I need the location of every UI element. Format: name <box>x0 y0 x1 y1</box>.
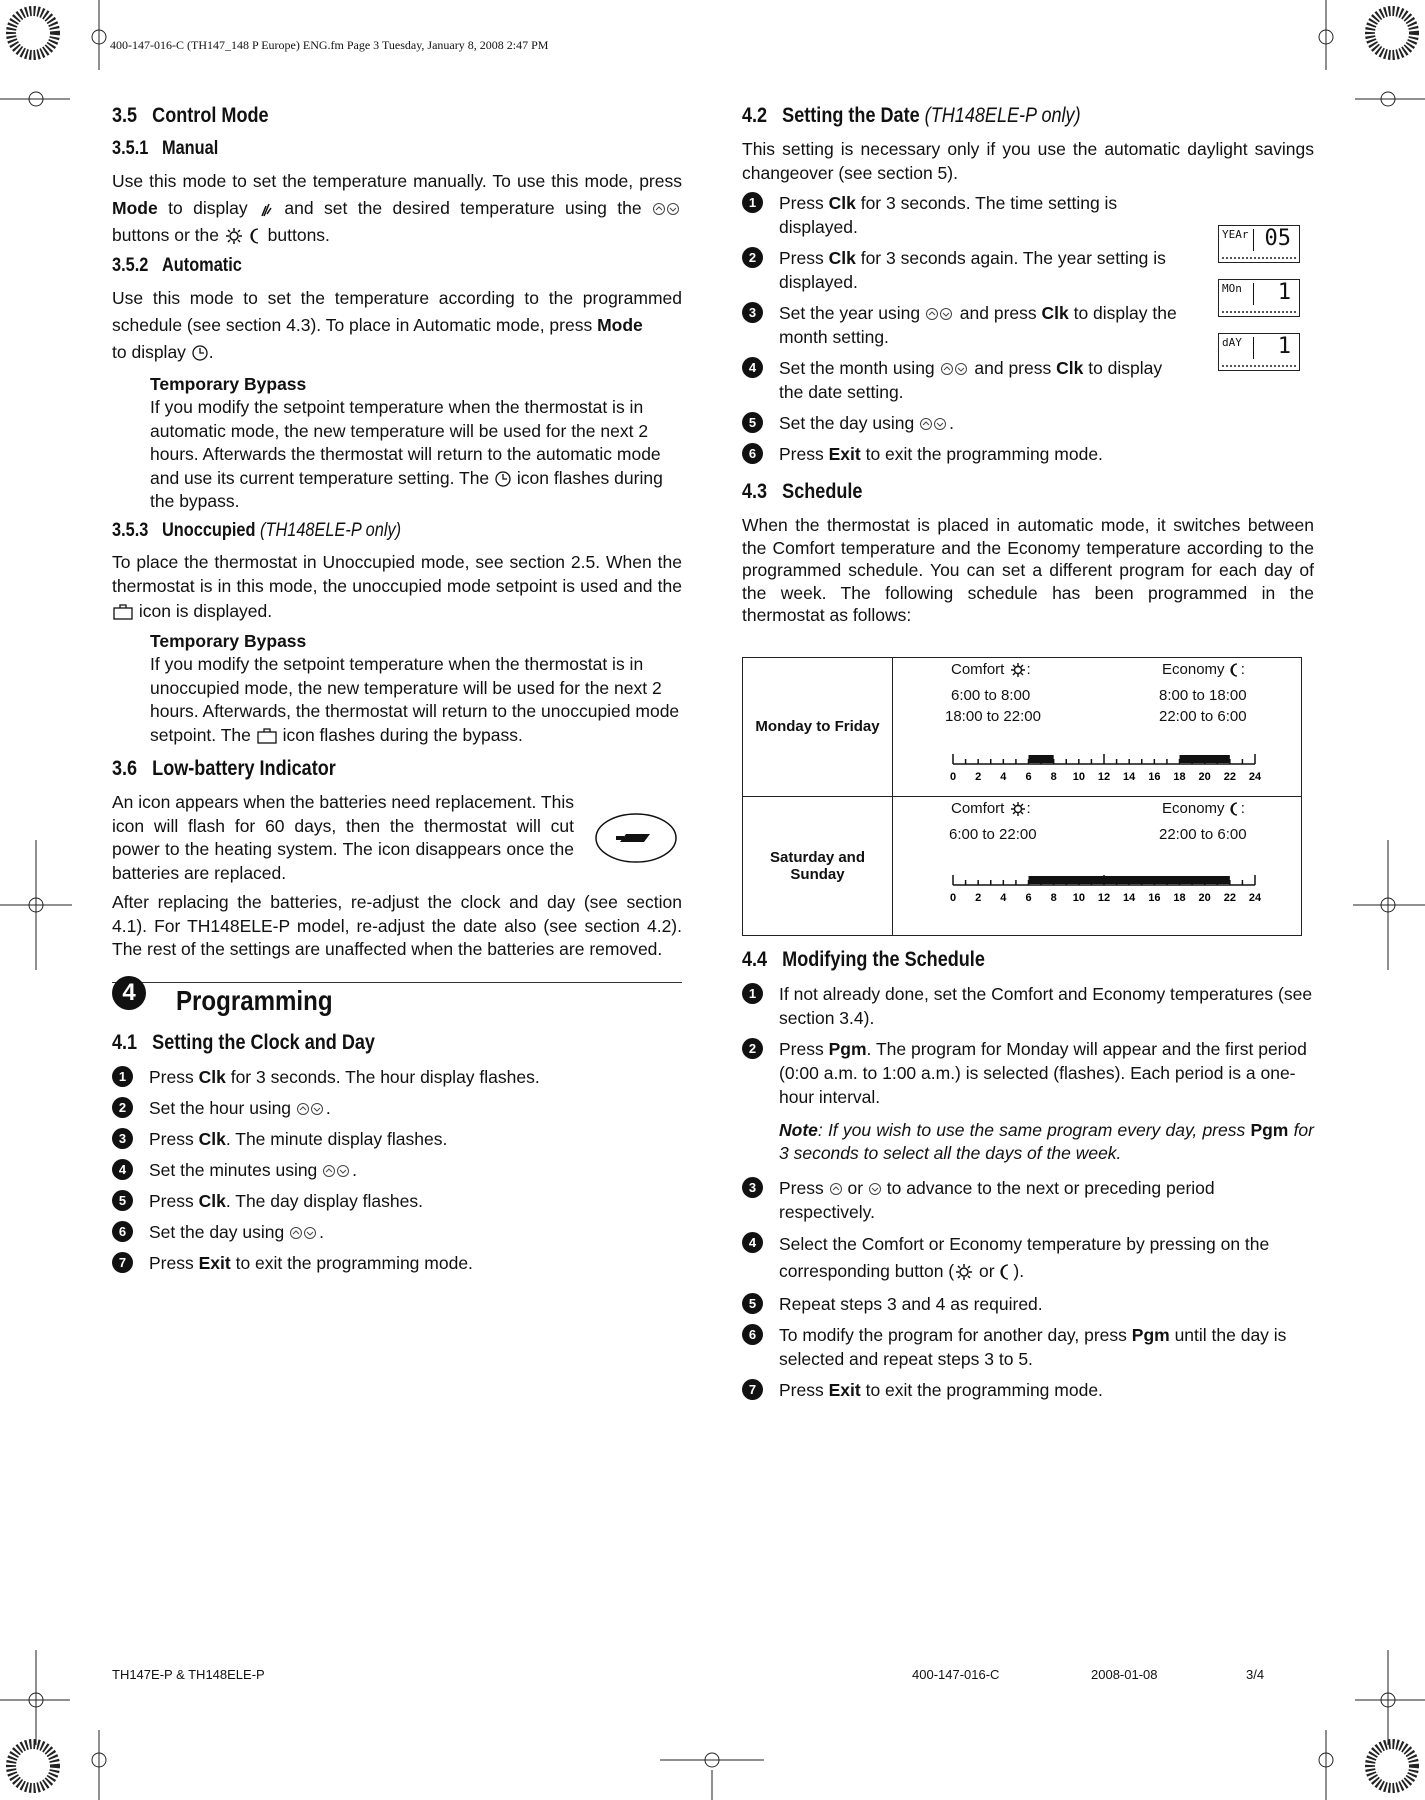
timeline-label: 2 <box>975 770 982 783</box>
step: 1 Press Clk for 3 seconds. The hour display flashes. <box>112 1065 682 1089</box>
step-number: 6 <box>742 443 763 464</box>
step-number: 4 <box>112 1159 133 1180</box>
timeline-label: 4 <box>1000 770 1007 783</box>
automatic-bypass <box>150 372 682 514</box>
lcd-column <box>1218 225 1300 387</box>
heading-3-5-2: 3.5.2 Automatic <box>112 255 242 276</box>
sun-icon <box>224 227 244 245</box>
clock-steps <box>112 1065 682 1275</box>
timeline-label: 22 <box>1223 891 1236 904</box>
lcd-label: dAY <box>1222 336 1242 349</box>
briefcase-icon <box>112 603 134 621</box>
sun-icon <box>1009 662 1027 678</box>
up-arrow-icon <box>829 1182 843 1196</box>
timeline-label: 10 <box>1072 770 1085 783</box>
step-number: 7 <box>112 1252 133 1273</box>
timeline-label: 16 <box>1148 891 1161 904</box>
unoccupied-paragraph: To place the thermostat in Unoccupied mode, see section 2.5. When the thermostat is in this mode, the unoccupied mode setpoint is used and the icon is displayed. <box>112 551 682 621</box>
step-number: 3 <box>112 1128 133 1149</box>
briefcase-icon <box>256 727 278 745</box>
modify-step-3: 3 Press or to advance to the next or preceding period respectively. <box>742 1176 1314 1224</box>
timeline-label: 0 <box>949 891 957 904</box>
footer-model: TH147E-P & TH148ELE-P <box>112 1667 265 1682</box>
modify-step-7: 7 Press Exit to exit the programming mode. <box>742 1378 1314 1402</box>
step: 5 Set the day using . <box>742 411 1182 435</box>
schedule-table <box>742 657 1302 936</box>
lcd-label: YEAr <box>1222 228 1249 241</box>
step-number: 1 <box>742 192 763 213</box>
step-number: 5 <box>742 412 763 433</box>
step: 4 Set the minutes using . <box>112 1158 682 1182</box>
hand-icon <box>258 200 274 218</box>
step: 6 Press Exit to exit the programming mode. <box>742 442 1182 466</box>
step: 2 Set the hour using . <box>112 1096 682 1120</box>
left-column <box>112 100 682 1282</box>
date-steps-block <box>742 191 1314 466</box>
comfort-period <box>1180 755 1230 763</box>
schedule-row <box>743 796 1302 935</box>
sun-icon <box>1009 801 1027 817</box>
page-header: 400-147-016-C (TH147_148 P Europe) ENG.fm Page 3 Tuesday, January 8, 2008 2:47 PM <box>110 38 549 52</box>
lcd-value: 1 <box>1277 280 1291 305</box>
heading-4-4: 4.4 Modifying the Schedule <box>742 947 985 971</box>
schedule-timeline <box>949 746 1269 786</box>
bypass-title: Temporary Bypass <box>150 374 307 394</box>
step-number: 6 <box>112 1221 133 1242</box>
step: 7 Press Exit to exit the programming mode. <box>112 1251 682 1275</box>
timeline-label: 8 <box>1050 891 1057 904</box>
up-down-arrows-icon <box>322 1164 352 1178</box>
timeline-label: 0 <box>949 770 957 783</box>
heading-3-5: 3.5 Control Mode <box>112 104 269 127</box>
manual-paragraph: Use this mode to set the temperature manually. To use this mode, press Mode to display and set the desired temperature using the buttons or the buttons. <box>112 171 682 245</box>
step: 5 Press Clk. The day display flashes. <box>112 1189 682 1213</box>
up-down-arrows-icon <box>919 417 949 431</box>
footer-page: 3/4 <box>1246 1667 1265 1682</box>
heading-3-5-1: 3.5.1 Manual <box>112 138 219 159</box>
step: 2 Press Clk for 3 seconds again. The year setting is displayed. <box>742 246 1182 294</box>
comfort-period <box>1029 755 1054 763</box>
lcd-value: 1 <box>1277 334 1291 359</box>
footer-date: 2008-01-08 <box>1091 1667 1158 1682</box>
lcd-display <box>1218 333 1300 371</box>
timeline-label: 14 <box>1123 891 1136 904</box>
step: 3 Press Clk. The minute display flashes. <box>112 1127 682 1151</box>
footer-doc: 400-147-016-C <box>912 1667 1000 1682</box>
moon-icon <box>1229 801 1241 817</box>
comfort-period <box>1029 876 1230 884</box>
chapter-title: Programming <box>176 984 333 1016</box>
step: 3 Set the year using and press Clk to display the month setting. <box>742 301 1182 349</box>
step: 1 Press Clk for 3 seconds. The time setting is displayed. <box>742 191 1182 239</box>
moon-icon <box>999 1263 1013 1281</box>
lcd-display <box>1218 279 1300 317</box>
step-number: 1 <box>112 1066 133 1087</box>
low-battery-icon <box>592 810 682 866</box>
heading-4-1: 4.1 Setting the Clock and Day <box>112 1030 375 1054</box>
clock-icon <box>191 344 209 362</box>
up-down-arrows-icon <box>925 307 955 321</box>
schedule-timeline <box>949 867 1269 907</box>
timeline-label: 10 <box>1072 891 1085 904</box>
schedule-detail: Comfort : Economy : 6:00 to 8:00 18:00 to 22:00 8:00 to 18:00 22:00 to 6:00 0 2 4 6 8 10 12 14 16 18 20 22 24 <box>893 657 1302 796</box>
timeline-label: 14 <box>1123 770 1136 783</box>
timeline-label: 6 <box>1025 770 1032 783</box>
modify-step-6: 6 To modify the program for another day, press Pgm until the day is selected and repeat steps 3 to 5. <box>742 1323 1314 1371</box>
low-battery-block <box>112 791 682 885</box>
timeline-label: 2 <box>975 891 982 904</box>
note: Note: If you wish to use the same program every day, press Pgm for 3 seconds to select all the days of the week. <box>779 1119 1314 1163</box>
timeline-label: 20 <box>1198 770 1211 783</box>
step-number: 4 <box>742 357 763 378</box>
step: 6 Set the day using . <box>112 1220 682 1244</box>
timeline-label: 20 <box>1198 891 1211 904</box>
schedule-detail: Comfort : Economy : 6:00 to 22:00 22:00 to 6:00 0 2 4 6 8 10 12 14 16 18 20 22 24 <box>893 796 1302 935</box>
step-number: 2 <box>742 247 763 268</box>
timeline-label: 18 <box>1173 891 1186 904</box>
timeline-label: 4 <box>1000 891 1007 904</box>
timeline-label: 8 <box>1050 770 1057 783</box>
step: 4 Set the month using and press Clk to display the date setting. <box>742 356 1182 404</box>
timeline-label: 18 <box>1173 770 1186 783</box>
up-down-arrows-icon <box>652 202 682 216</box>
sun-icon <box>954 1263 974 1281</box>
down-arrow-icon <box>868 1182 882 1196</box>
up-down-arrows-icon <box>289 1226 319 1240</box>
timeline-label: 24 <box>1248 891 1262 904</box>
timeline-label: 24 <box>1248 770 1262 783</box>
modify-steps <box>742 982 1314 1109</box>
right-column <box>742 100 1314 1409</box>
unoccupied-bypass <box>150 629 682 747</box>
step: 2 Press Pgm. The program for Monday will appear and the first period (0:00 a.m. to 1:00 a.m.) is selected (flashes). Each period is a one-hour interval. <box>742 1037 1314 1109</box>
lcd-value: 05 <box>1264 226 1291 251</box>
schedule-day: Saturday and Sunday <box>743 796 893 935</box>
timeline-label: 16 <box>1148 770 1161 783</box>
heading-4-3: 4.3 Schedule <box>742 480 863 503</box>
bypass-text: If you modify the setpoint temperature when the thermostat is in automatic mode, the new temperature will be used for the next 2 hours. Afterwards the thermostat will return to the automatic mode and use its current temperature setting. The icon flashes during the bypass. <box>150 397 663 511</box>
schedule-day: Monday to Friday <box>743 657 893 796</box>
heading-3-6: 3.6 Low-battery Indicator <box>112 757 336 780</box>
low-battery-text: An icon appears when the batteries need replacement. This icon will flash for 60 days, then the thermostat will cut power to the heating system. The icon disappears once the batteries are replaced. <box>112 792 574 883</box>
chapter-4-title <box>112 978 682 1017</box>
lcd-display <box>1218 225 1300 263</box>
step: 1 If not already done, set the Comfort and Economy temperatures (see section 3.4). <box>742 982 1314 1030</box>
timeline-label: 22 <box>1223 770 1236 783</box>
lcd-label: MOn <box>1222 282 1242 295</box>
moon-icon <box>249 227 263 245</box>
heading-3-5-3: 3.5.3 Unoccupied (TH148ELE-P only) <box>112 519 402 541</box>
step-number: 2 <box>742 1038 763 1059</box>
timeline-label: 6 <box>1025 891 1032 904</box>
date-steps <box>742 191 1182 466</box>
step-number: 1 <box>742 983 763 1004</box>
bypass-text: If you modify the setpoint temperature when the thermostat is in unoccupied mode, the new temperature will be used for the next 2 hours. Afterwards, the thermostat will return to the unoccupied mode setpoint. The icon flashes during the bypass. <box>150 654 680 745</box>
moon-icon <box>1229 662 1241 678</box>
step-number: 2 <box>112 1097 133 1118</box>
automatic-paragraph: Use this mode to set the temperature according to the programmed schedule (see section 4.3). To place in Automatic mode, press Mode to display . <box>112 288 682 362</box>
clock-icon <box>494 470 512 488</box>
up-down-arrows-icon <box>296 1102 326 1116</box>
step-number: 5 <box>112 1190 133 1211</box>
modify-step-4: 4 Select the Comfort or Economy temperature by pressing on the corresponding button ( or ). <box>742 1231 1314 1285</box>
schedule-row <box>743 657 1302 796</box>
timeline-label: 12 <box>1097 891 1111 904</box>
battery-paragraph: After replacing the batteries, re-adjust the clock and day (see section 4.1). For TH148ELE-P model, re-adjust the date also (see section 4.2). The rest of the settings are unaffected when the batteries are removed. <box>112 892 682 959</box>
date-intro: This setting is necessary only if you use the automatic daylight savings changeover (see section 5). <box>742 139 1314 183</box>
schedule-paragraph: When the thermostat is placed in automatic mode, it switches between the Comfort temperature and the Economy temperature according to the programmed schedule. You can set a different program for each day of the week. The following schedule has been programmed in the thermostat as follows: <box>742 515 1314 625</box>
up-down-arrows-icon <box>940 362 970 376</box>
bypass-title: Temporary Bypass <box>150 631 307 651</box>
chapter-number: 4 <box>112 976 146 1010</box>
timeline-label: 12 <box>1097 770 1111 783</box>
heading-4-2: 4.2 Setting the Date (TH148ELE-P only) <box>742 104 1081 127</box>
modify-step-5: 5 Repeat steps 3 and 4 as required. <box>742 1292 1314 1316</box>
step-number: 3 <box>742 302 763 323</box>
